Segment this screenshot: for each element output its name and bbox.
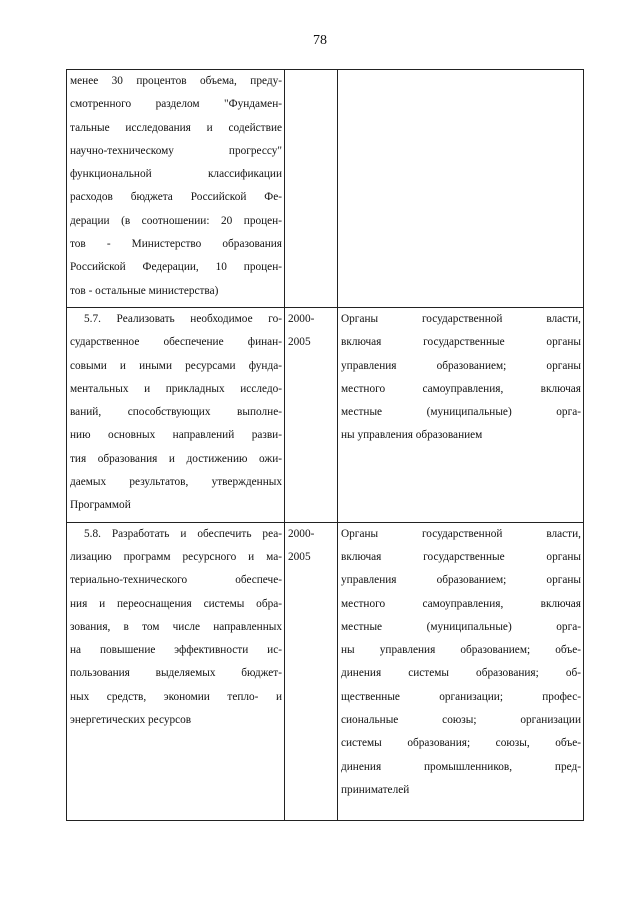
text-line: Органы государственной власти, <box>341 312 581 325</box>
measures-table <box>66 69 584 821</box>
text-line: териально-технического обеспече- <box>70 574 282 587</box>
text-line: на повышение эффективности ис- <box>70 644 282 657</box>
text-line: щественные организации; профес- <box>341 690 581 703</box>
text-line: Программой <box>70 499 131 512</box>
period-cell <box>285 307 338 522</box>
text-line: лизацию программ ресурсного и ма- <box>70 550 282 563</box>
text-line: 2000- <box>288 312 315 325</box>
text-line: Органы государственной власти, <box>341 527 581 540</box>
executors-cell <box>338 307 584 522</box>
text-line: нию основных направлений разви- <box>70 429 282 442</box>
text-line: совыми и иными ресурсами фунда- <box>70 359 282 372</box>
text-line: местные (муниципальные) орга- <box>341 406 581 419</box>
text-line: тов - остальные министерства) <box>70 284 219 297</box>
text-line: 2000- <box>288 527 315 540</box>
measure-description <box>67 522 285 820</box>
text-line: функциональной классификации <box>70 168 282 181</box>
text-line: ментальных и прикладных исследо- <box>70 382 282 395</box>
text-line: включая государственные органы <box>341 550 581 563</box>
text-line: смотренного разделом "Фундамен- <box>70 98 282 111</box>
text-line: ваний, способствующих выполне- <box>70 406 282 419</box>
text-line: 5.8. Разработать и обеспечить реа- <box>84 527 282 540</box>
text-line: сударственное обеспечение финан- <box>70 336 282 349</box>
text-line: 2005 <box>288 336 311 349</box>
text-line: управления образованием; органы <box>341 574 581 587</box>
text-line: 2005 <box>288 550 311 563</box>
page-number: 78 <box>313 33 327 48</box>
text-line: местного самоуправления, включая <box>341 382 581 395</box>
text-line: ных средств, экономии тепло- и <box>70 690 282 703</box>
text-line: включая государственные органы <box>341 336 581 349</box>
table-row <box>67 307 584 522</box>
table-row <box>67 522 584 820</box>
text-line: принимателей <box>341 783 410 796</box>
measure-description <box>67 70 285 308</box>
text-line: ны управления образованием; объе- <box>341 644 581 657</box>
table-row <box>67 70 584 308</box>
text-line: 5.7. Реализовать необходимое го- <box>84 312 282 325</box>
text-line: управления образованием; органы <box>341 359 581 372</box>
text-line: тов - Министерство образования <box>70 238 282 251</box>
text-line: местного самоуправления, включая <box>341 597 581 610</box>
text-line: дерации (в соотношении: 20 процен- <box>70 214 282 227</box>
text-line: научно-техническому прогрессу" <box>70 144 282 157</box>
period-cell <box>285 522 338 820</box>
text-line: системы образования; союзы, объе- <box>341 737 581 750</box>
text-line: ны управления образованием <box>341 429 483 442</box>
text-line: тальные исследования и содействие <box>70 121 282 134</box>
executors-cell <box>338 70 584 308</box>
text-line: тия образования и достижению ожи- <box>70 452 282 465</box>
period-cell <box>285 70 338 308</box>
text-line: сиональные союзы; организации <box>341 714 581 727</box>
text-line: местные (муниципальные) орга- <box>341 620 581 633</box>
measure-description <box>67 307 285 522</box>
text-line: зования, в том числе направленных <box>70 620 282 633</box>
text-line: динения системы образования; об- <box>341 667 581 680</box>
text-line: Российской Федерации, 10 процен- <box>70 261 282 274</box>
text-line: менее 30 процентов объема, преду- <box>70 75 282 87</box>
text-line: пользования выделяемых бюджет- <box>70 667 282 680</box>
text-line: расходов бюджета Российской Фе- <box>70 191 282 204</box>
text-line: энергетических ресурсов <box>70 714 192 727</box>
text-line: ния и переоснащения системы обра- <box>70 597 282 610</box>
executors-cell <box>338 522 584 820</box>
text-line: динения промышленников, пред- <box>341 760 581 773</box>
text-line: даемых результатов, утвержденных <box>70 476 282 489</box>
